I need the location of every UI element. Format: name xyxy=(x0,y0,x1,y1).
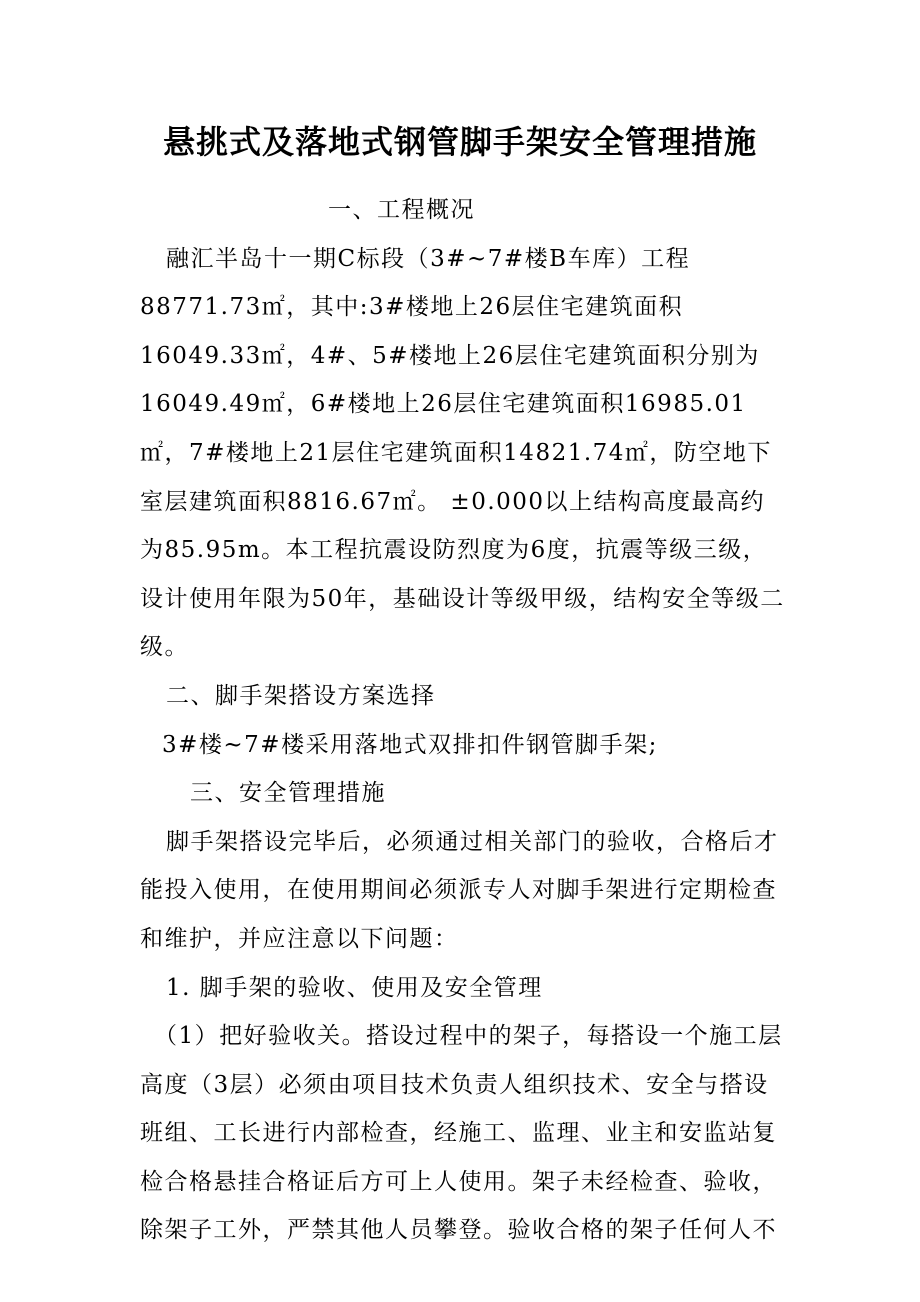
section-1-heading: 一、工程概况 xyxy=(328,197,475,223)
section-1-paragraph: 融汇半岛十一期C标段（3#~7#楼B车库）工程88771.73㎡，其中:3#楼地上26层住宅建筑面积16049.33㎡，4#、5#楼地上26层住宅建筑面积分别为16049.49㎡，6#楼地上26层住宅建筑面积16985.01㎡，7#楼地上21层住宅建筑面积14821.74㎡，防空地下室层建筑面积8816.67㎡。 ±0.000以上结构高度最高约为85.95m。本工程抗震设防烈度为6度，抗震等级三级，设计使用年限为50年，基础设计等级甲级，结构安全等级二级。 xyxy=(140,245,785,661)
section-3-heading: 三、安全管理措施 xyxy=(190,780,386,807)
section-2-heading: 二、脚手架搭设方案选择 xyxy=(166,682,436,709)
document-body xyxy=(140,186,785,1255)
subsection-1-paragraph: （1）把好验收关。搭设过程中的架子，每搭设一个施工层高度（3层）必须由项目技术负责人组织技术、安全与搭设班组、工长进行内部检查，经施工、监理、业主和安监站复检合格悬挂合格证后方可上人使用。架子未经检查、验收，除架子工外，严禁其他人员攀登。验收合格的架子任何人不 xyxy=(140,1023,783,1244)
section-3-paragraph: 脚手架搭设完毕后，必须通过相关部门的验收，合格后才能投入使用，在使用期间必须派专人对脚手架进行定期检查和维护，并应注意以下问题： xyxy=(140,828,779,952)
subsection-1-heading: 1. 脚手架的验收、使用及安全管理 xyxy=(166,974,543,1001)
document-title: 悬挑式及落地式钢管脚手架安全管理措施 xyxy=(162,123,757,161)
section-2-paragraph: 3#楼~7#楼采用落地式双排扣件钢管脚手架; xyxy=(162,731,658,758)
